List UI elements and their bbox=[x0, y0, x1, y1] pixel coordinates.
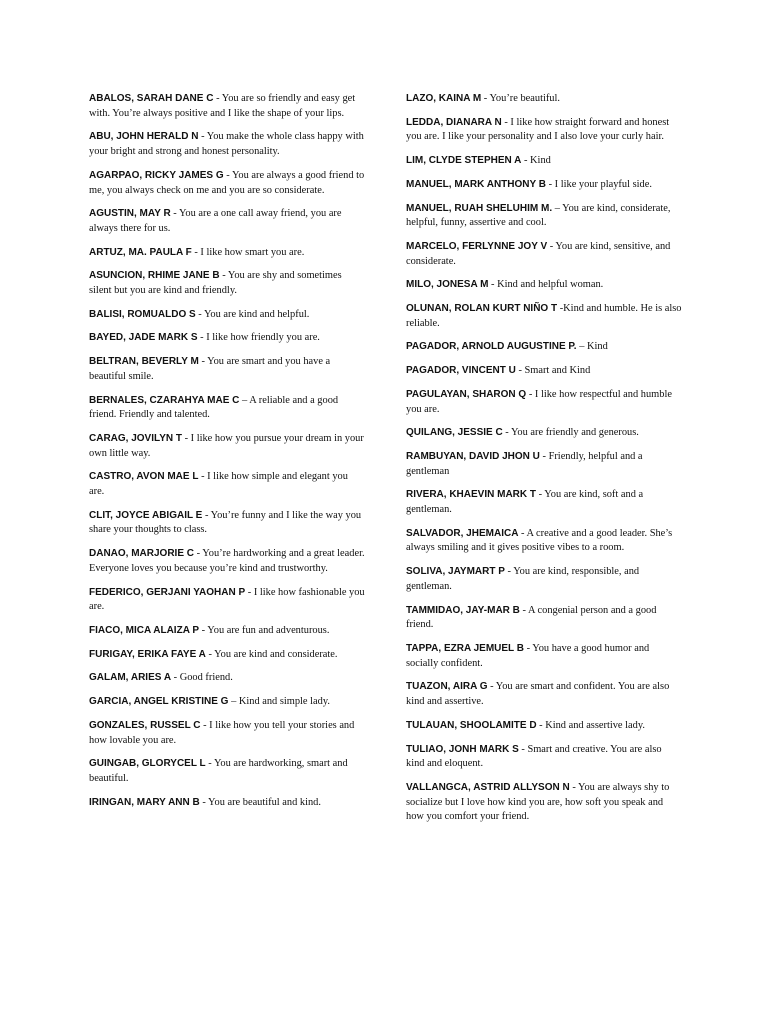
entry-message: - You are hardworking, smart and beautiful. bbox=[89, 758, 348, 784]
entry-30 bbox=[406, 302, 682, 331]
entry-43 bbox=[406, 743, 682, 772]
entry-2 bbox=[89, 130, 365, 159]
entry-36 bbox=[406, 488, 682, 517]
entry-name: TAMMIDAO, JAY-MAR B bbox=[406, 604, 520, 616]
entry-message: - I like your playful side. bbox=[548, 178, 652, 190]
entry-name: AGUSTIN, MAY R bbox=[89, 208, 171, 220]
entry-message: - You are fun and adventurous. bbox=[201, 624, 330, 636]
entry-19 bbox=[89, 695, 365, 710]
entry-name: FIACO, MICA ALAIZA P bbox=[89, 624, 199, 636]
entry-name: OLUNAN, ROLAN KURT NIÑO T bbox=[406, 303, 558, 315]
entry-message: - Smart and creative. You are also kind and eloquent. bbox=[406, 743, 662, 770]
entry-4 bbox=[89, 207, 365, 236]
entry-message: - You are kind, sensitive, and considerate. bbox=[406, 240, 671, 267]
entry-34 bbox=[406, 426, 682, 441]
entry-name: ABALOS, SARAH DANE C bbox=[89, 93, 214, 104]
entry-8 bbox=[89, 331, 365, 346]
entry-22 bbox=[89, 796, 365, 811]
entry-11 bbox=[89, 432, 365, 461]
entry-message: - I like how smart you are. bbox=[194, 246, 305, 258]
entry-25 bbox=[406, 154, 682, 169]
entry-message: - I like how simple and elegant you are. bbox=[89, 471, 348, 498]
entry-message: - I like how straight forward and honest you are. I like your personality and I also love your curly hair. bbox=[406, 116, 670, 143]
entry-name: TULAUAN, SHOOLAMITE D bbox=[406, 719, 537, 731]
entry-3 bbox=[89, 169, 365, 198]
entry-37 bbox=[406, 527, 682, 556]
entry-message: - You are kind, responsible, and gentleman. bbox=[406, 566, 640, 592]
entry-name: TULIAO, JONH MARK S bbox=[406, 743, 519, 755]
entry-name: MANUEL, RUAH SHELUHIM M. bbox=[406, 202, 553, 214]
entry-name: AGARPAO, RICKY JAMES G bbox=[89, 169, 224, 181]
entry-message: - You are so friendly and easy get with. You’re always positive and I like the shape of your lips. bbox=[89, 93, 356, 119]
entry-message: - You are beautiful and kind. bbox=[202, 796, 321, 808]
entry-message: - You are always shy to socialize but I love how kind you are, how soft you speak and how you comfort your friend. bbox=[406, 781, 670, 823]
entry-name: LIM, CLYDE STEPHEN A bbox=[406, 155, 522, 167]
entry-message: - You are friendly and generous. bbox=[505, 427, 639, 439]
entry-32 bbox=[406, 364, 682, 379]
entry-27 bbox=[406, 202, 682, 231]
entry-message: - A congenial person and a good friend. bbox=[406, 604, 657, 631]
entry-name: FEDERICO, GERJANI YAOHAN P bbox=[89, 586, 246, 598]
entry-16 bbox=[89, 624, 365, 639]
entry-name: ASUNCION, RHIME JANE B bbox=[89, 270, 220, 282]
entry-6 bbox=[89, 269, 365, 298]
entry-message: - You are a one call away friend, you are always there for us. bbox=[89, 208, 342, 234]
entry-7 bbox=[89, 308, 365, 323]
entry-12 bbox=[89, 470, 365, 499]
entry-17 bbox=[89, 648, 365, 663]
entry-name: IRINGAN, MARY ANN B bbox=[89, 796, 200, 808]
entry-name: LEDDA, DIANARA N bbox=[406, 116, 502, 128]
entry-29 bbox=[406, 278, 682, 293]
entry-name: CARAG, JOVILYN T bbox=[89, 432, 182, 444]
entry-message: - You’re beautiful. bbox=[483, 93, 560, 104]
entry-message: - You are shy and sometimes silent but you are kind and friendly. bbox=[89, 270, 342, 297]
entry-name: CLIT, JOYCE ABIGAIL E bbox=[89, 509, 203, 521]
entry-42 bbox=[406, 719, 682, 734]
entry-name: CASTRO, AVON MAE L bbox=[89, 471, 199, 483]
entry-name: SOLIVA, JAYMART P bbox=[406, 566, 505, 578]
entry-name: BELTRAN, BEVERLY M bbox=[89, 356, 199, 368]
entry-name: ABU, JOHN HERALD N bbox=[89, 131, 199, 143]
entry-name: BERNALES, CZARAHYA MAE C bbox=[89, 394, 240, 406]
entry-20 bbox=[89, 719, 365, 748]
entry-message: - You are kind and helpful. bbox=[198, 308, 310, 320]
entry-message: - You’re hardworking and a great leader. Everyone loves you because you’re kind and trustworthy. bbox=[89, 548, 365, 574]
entry-name: DANAO, MARJORIE C bbox=[89, 548, 195, 560]
entry-message: – Kind and simple lady. bbox=[231, 696, 330, 708]
entry-message: - Good friend. bbox=[173, 672, 233, 684]
entry-21 bbox=[89, 757, 365, 786]
entry-name: GONZALES, RUSSEL C bbox=[89, 719, 201, 731]
entry-name: PAGADOR, ARNOLD AUGUSTINE P. bbox=[406, 341, 577, 353]
entry-name: GALAM, ARIES A bbox=[89, 672, 172, 684]
entry-24 bbox=[406, 116, 682, 145]
entry-1 bbox=[89, 92, 365, 121]
entry-39 bbox=[406, 604, 682, 633]
entry-name: GUINGAB, GLORYCEL L bbox=[89, 758, 206, 770]
entry-message: - Kind and helpful woman. bbox=[491, 279, 604, 291]
entry-message: – A reliable and a good friend. Friendly and talented. bbox=[89, 394, 339, 421]
entry-name: TAPPA, EZRA JEMUEL B bbox=[406, 642, 524, 654]
entry-name: LAZO, KAINA M bbox=[406, 93, 482, 104]
entry-name: RIVERA, KHAEVIN MARK T bbox=[406, 489, 537, 501]
entry-message: - You are smart and you have a beautiful smile. bbox=[89, 356, 331, 382]
entry-name: GARCIA, ANGEL KRISTINE G bbox=[89, 696, 229, 708]
entry-10 bbox=[89, 394, 365, 423]
entry-33 bbox=[406, 388, 682, 417]
entry-name: QUILANG, JESSIE C bbox=[406, 427, 503, 439]
entry-31 bbox=[406, 340, 682, 355]
entry-38 bbox=[406, 565, 682, 594]
entry-message: - I like how respectful and humble you are. bbox=[406, 388, 672, 415]
right-column bbox=[406, 92, 682, 834]
entry-message: - You’re funny and I like the way you share your thoughts to class. bbox=[89, 509, 362, 536]
entry-35 bbox=[406, 450, 682, 479]
entry-name: MANUEL, MARK ANTHONY B bbox=[406, 178, 546, 190]
entry-message: - You are kind, soft and a gentleman. bbox=[406, 489, 644, 516]
entry-name: BAYED, JADE MARK S bbox=[89, 332, 198, 344]
entry-name: VALLANGCA, ASTRID ALLYSON N bbox=[406, 781, 570, 793]
entry-name: FURIGAY, ERIKA FAYE A bbox=[89, 648, 206, 660]
entry-name: TUAZON, AIRA G bbox=[406, 681, 488, 693]
entry-13 bbox=[89, 509, 365, 538]
entry-message: - You make the whole class happy with your bright and strong and honest personality. bbox=[89, 131, 364, 158]
entry-name: MARCELO, FERLYNNE JOY V bbox=[406, 240, 548, 252]
entry-44 bbox=[406, 781, 682, 825]
entry-message: -Kind and humble. He is also reliable. bbox=[406, 303, 682, 329]
entry-message: - You are kind and considerate. bbox=[208, 648, 338, 660]
entry-message: - I like how fashionable you are. bbox=[89, 586, 365, 613]
entry-40 bbox=[406, 642, 682, 671]
entry-message: - Kind and assertive lady. bbox=[539, 719, 645, 731]
entry-41 bbox=[406, 680, 682, 709]
entry-message: - I like how friendly you are. bbox=[200, 332, 320, 344]
entry-message: - You have a good humor and socially confident. bbox=[406, 642, 650, 669]
entry-name: PAGADOR, VINCENT U bbox=[406, 365, 516, 377]
entry-message: - A creative and a good leader. She’s always smiling and it gives positive vibes to a room. bbox=[406, 527, 673, 554]
entry-15 bbox=[89, 586, 365, 615]
entry-name: RAMBUYAN, DAVID JHON U bbox=[406, 450, 540, 462]
entry-message: - You are smart and confident. You are also kind and assertive. bbox=[406, 681, 670, 708]
entry-name: MILO, JONESA M bbox=[406, 279, 489, 291]
entry-name: ARTUZ, MA. PAULA F bbox=[89, 246, 192, 258]
entry-message: - I like how you pursue your dream in your own little way. bbox=[89, 432, 364, 459]
entry-name: PAGULAYAN, SHARON Q bbox=[406, 388, 527, 400]
entry-14 bbox=[89, 547, 365, 576]
entry-message: - Friendly, helpful and a gentleman bbox=[406, 450, 643, 477]
entry-23 bbox=[406, 92, 682, 107]
entry-message: - You are always a good friend to me, you always check on me and you are so considerate. bbox=[89, 169, 365, 196]
entry-message: – Kind bbox=[579, 341, 608, 353]
entry-name: BALISI, ROMUALDO S bbox=[89, 308, 196, 320]
entry-name: SALVADOR, JHEMAICA bbox=[406, 527, 519, 539]
entry-message: - Smart and Kind bbox=[518, 365, 591, 377]
left-column bbox=[89, 92, 365, 819]
entry-18 bbox=[89, 671, 365, 686]
entry-9 bbox=[89, 355, 365, 384]
entry-28 bbox=[406, 240, 682, 269]
entry-message: - I like how you tell your stories and how lovable you are. bbox=[89, 719, 355, 746]
entry-message: - Kind bbox=[524, 155, 551, 167]
entry-message: – You are kind, considerate, helpful, funny, assertive and cool. bbox=[406, 202, 671, 229]
entry-5 bbox=[89, 246, 365, 261]
entry-26 bbox=[406, 178, 682, 193]
